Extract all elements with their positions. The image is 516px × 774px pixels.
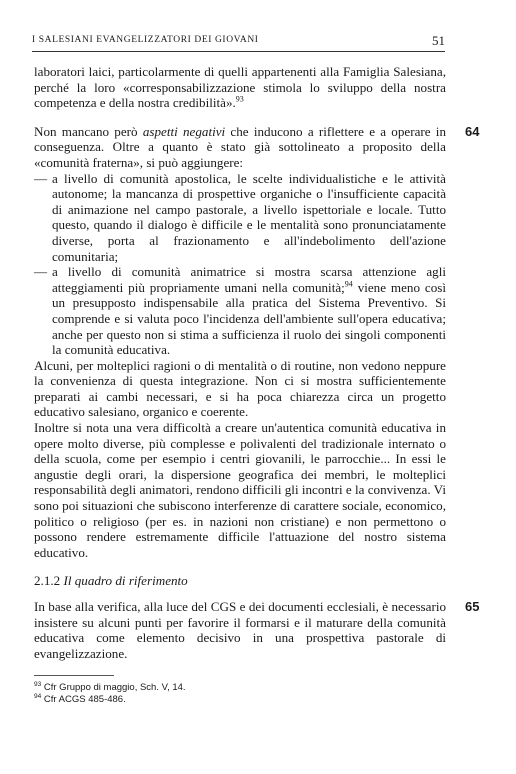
paragraph-integration: Alcuni, per molteplici ragioni o di mentalità o di routine, non vedono neppure la convenienza di questa integrazione. Non ci si mostra sufficientemente preparati ai cambi necessari, e si ha poca chiarezza circa un progetto educativo salesiano, organico e coerente. (34, 357, 446, 420)
dash-marker: — (34, 264, 48, 280)
running-title: I SALESIANI EVANGELIZZATORI DEI GIOVANI (32, 35, 259, 45)
footnote-ref-93: 93 (235, 94, 244, 104)
footnote-94 (34, 694, 446, 706)
footnote-text: Cfr ACGS 485-486. (43, 694, 126, 706)
section-title: Il quadro di riferimento (63, 573, 188, 589)
dash-item-animating (34, 264, 446, 358)
dash-item-text (52, 264, 446, 358)
paragraph-continued (34, 64, 446, 111)
section-number: 2.1.2 (34, 573, 61, 589)
footnote-separator (34, 675, 114, 676)
paragraph-text: laboratori laici, particolarmente di quelli appartenenti alla Famiglia Salesiana, perché la loro «corresponsabilizzazione stimola lo sviluppo della nostra competenza e della nostra credibilità». (34, 64, 446, 111)
footnote-number: 93 (34, 681, 42, 689)
page-number: 51 (432, 33, 445, 48)
section-heading (34, 573, 446, 589)
margin-number-64: 64 (465, 123, 480, 139)
dash-item-text-rest: viene meno così un presupposto indispensabile alla pratica del Sistema Preventivo. Si comprende e si valuta poco l'incidenza dell'ambiente sull'opera educativa; anche per questo non si stima a sufficienza il ruolo dei singoli componenti la comunità educativa. (52, 279, 447, 358)
paragraph-text: In base alla verifica, alla luce del CGS e dei documenti ecclesiali, è necessario insistere su alcuni punti per favorire il formarsi e il maturare della comunità educativa come elemento decisivo in una prospettiva pastorale di evangelizzazione. (34, 599, 446, 661)
paragraph-text-start: Non mancano però (34, 123, 143, 139)
paragraph-text-rest: che inducono a riflettere e a operare in conseguenza. Oltre a quanto è stato già sottolineato a proposito della «comunità fraterna», si può aggiungere: (34, 123, 446, 170)
dash-item-apostolic (34, 171, 446, 265)
dash-item-text-start: a livello di comunità animatrice si mostra scarsa attenzione agli atteggiamenti più propriamente umani nella comunità; (52, 264, 446, 295)
dash-marker: — (34, 170, 48, 186)
paragraph-difficulty: Inoltre si nota una vera difficoltà a creare un'autentica comunità educativa in opere molto diverse, più complesse e polivalenti del tradizionale internato o della scuola, come per esempio i centri giovanili, le parrocchie... In essi le angustie degli orari, la dispersione geografica dei membri, le molteplici responsabilità degli animatori, rendono difficili gli incontri e la convivenza. Vi sono poi situazioni che subiscono interferenze di carattere sociale, economico, politico o religioso (per es. in nazioni non cristiane) e non permettono o possono rendere estremamente difficile l'attuazione del nostro sistema educativo. (34, 420, 446, 560)
footnote-ref-94: 94 (344, 279, 353, 289)
emphasis-negative-aspects: aspetti negativi (142, 123, 226, 139)
footnote-number: 94 (34, 693, 42, 701)
footnote-text: Cfr Gruppo di maggio, Sch. V, 14. (43, 682, 186, 694)
footnote-93 (34, 682, 446, 694)
running-header (32, 33, 445, 52)
paragraph-65 (34, 599, 480, 661)
page-body (34, 64, 480, 706)
dash-item-text: a livello di comunità apostolica, le scelte individualistiche e le attività autonome; la mancanza di prospettive organiche o l'insufficiente capacità di animazione nel campo pastorale, a livello ispettoriale e locale. Tutto questo, quando il dialogo è difficile e le mentalità sono pronunciatamente diverse, porta al frazionamento e all'indebolimento dell'azione comunitaria; (52, 170, 446, 264)
margin-number-65: 65 (465, 599, 480, 614)
paragraph-64 (34, 123, 480, 171)
